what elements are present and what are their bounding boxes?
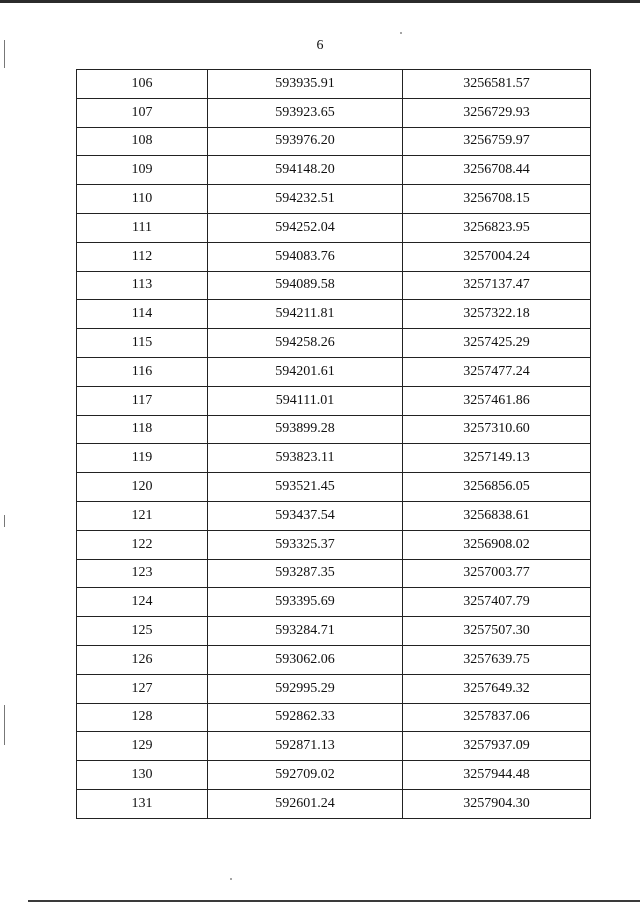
y-coordinate-cell: 3257310.60 [403,415,591,444]
y-coordinate-cell: 3257461.86 [403,386,591,415]
scan-edge-mark [4,515,5,527]
point-number-cell: 130 [77,761,208,790]
y-coordinate-cell: 3257904.30 [403,789,591,818]
table-row [77,357,591,386]
scan-speck [230,878,232,880]
point-number-cell: 113 [77,271,208,300]
table-row [77,703,591,732]
y-coordinate-cell: 3257944.48 [403,761,591,790]
table-row [77,645,591,674]
x-coordinate-cell: 593935.91 [208,70,403,99]
point-number-cell: 122 [77,530,208,559]
point-number-cell: 111 [77,213,208,242]
x-coordinate-cell: 594148.20 [208,156,403,185]
y-coordinate-cell: 3257425.29 [403,329,591,358]
point-number-cell: 116 [77,357,208,386]
x-coordinate-cell: 594252.04 [208,213,403,242]
y-coordinate-cell: 3257149.13 [403,444,591,473]
x-coordinate-cell: 593062.06 [208,645,403,674]
y-coordinate-cell: 3257639.75 [403,645,591,674]
x-coordinate-cell: 593395.69 [208,588,403,617]
coordinates-table [76,69,591,819]
x-coordinate-cell: 594111.01 [208,386,403,415]
y-coordinate-cell: 3257137.47 [403,271,591,300]
point-number-cell: 126 [77,645,208,674]
x-coordinate-cell: 594201.61 [208,357,403,386]
x-coordinate-cell: 593899.28 [208,415,403,444]
table-row [77,156,591,185]
point-number-cell: 125 [77,617,208,646]
point-number-cell: 121 [77,501,208,530]
table-row [77,127,591,156]
point-number-cell: 124 [77,588,208,617]
x-coordinate-cell: 592862.33 [208,703,403,732]
y-coordinate-cell: 3256908.02 [403,530,591,559]
y-coordinate-cell: 3257003.77 [403,559,591,588]
y-coordinate-cell: 3256708.15 [403,185,591,214]
table-row [77,617,591,646]
page-number: 6 [316,38,324,53]
point-number-cell: 131 [77,789,208,818]
x-coordinate-cell: 593823.11 [208,444,403,473]
table-row [77,789,591,818]
y-coordinate-cell: 3256581.57 [403,70,591,99]
x-coordinate-cell: 594083.76 [208,242,403,271]
point-number-cell: 108 [77,127,208,156]
x-coordinate-cell: 592995.29 [208,674,403,703]
point-number-cell: 128 [77,703,208,732]
y-coordinate-cell: 3256838.61 [403,501,591,530]
x-coordinate-cell: 594232.51 [208,185,403,214]
table-row [77,530,591,559]
y-coordinate-cell: 3257507.30 [403,617,591,646]
y-coordinate-cell: 3256759.97 [403,127,591,156]
y-coordinate-cell: 3257004.24 [403,242,591,271]
table-row [77,501,591,530]
point-number-cell: 127 [77,674,208,703]
point-number-cell: 119 [77,444,208,473]
x-coordinate-cell: 593325.37 [208,530,403,559]
table-row [77,300,591,329]
y-coordinate-cell: 3257407.79 [403,588,591,617]
point-number-cell: 123 [77,559,208,588]
x-coordinate-cell: 594258.26 [208,329,403,358]
point-number-cell: 117 [77,386,208,415]
point-number-cell: 106 [77,70,208,99]
table-row [77,329,591,358]
point-number-cell: 107 [77,98,208,127]
y-coordinate-cell: 3257649.32 [403,674,591,703]
point-number-cell: 110 [77,185,208,214]
scan-top-border [0,0,640,3]
y-coordinate-cell: 3256708.44 [403,156,591,185]
point-number-cell: 115 [77,329,208,358]
x-coordinate-cell: 594211.81 [208,300,403,329]
table-row [77,213,591,242]
table-row [77,674,591,703]
x-coordinate-cell: 593287.35 [208,559,403,588]
table-row [77,386,591,415]
point-number-cell: 114 [77,300,208,329]
point-number-cell: 109 [77,156,208,185]
point-number-cell: 118 [77,415,208,444]
table-row [77,732,591,761]
x-coordinate-cell: 594089.58 [208,271,403,300]
x-coordinate-cell: 593521.45 [208,473,403,502]
x-coordinate-cell: 593437.54 [208,501,403,530]
x-coordinate-cell: 592601.24 [208,789,403,818]
y-coordinate-cell: 3256729.93 [403,98,591,127]
scan-speck [400,32,402,34]
coordinates-table-body [77,70,591,819]
x-coordinate-cell: 592871.13 [208,732,403,761]
y-coordinate-cell: 3256823.95 [403,213,591,242]
point-number-cell: 129 [77,732,208,761]
point-number-cell: 112 [77,242,208,271]
x-coordinate-cell: 593976.20 [208,127,403,156]
table-row [77,185,591,214]
y-coordinate-cell: 3256856.05 [403,473,591,502]
table-row [77,559,591,588]
x-coordinate-cell: 593923.65 [208,98,403,127]
table-row [77,444,591,473]
table-row [77,70,591,99]
y-coordinate-cell: 3257837.06 [403,703,591,732]
x-coordinate-cell: 592709.02 [208,761,403,790]
table-row [77,588,591,617]
y-coordinate-cell: 3257937.09 [403,732,591,761]
table-row [77,271,591,300]
y-coordinate-cell: 3257322.18 [403,300,591,329]
table-row [77,415,591,444]
table-row [77,242,591,271]
table-row [77,761,591,790]
point-number-cell: 120 [77,473,208,502]
x-coordinate-cell: 593284.71 [208,617,403,646]
y-coordinate-cell: 3257477.24 [403,357,591,386]
table-row [77,473,591,502]
table-row [77,98,591,127]
scan-bottom-border [28,900,640,902]
scan-edge-mark [4,705,5,745]
